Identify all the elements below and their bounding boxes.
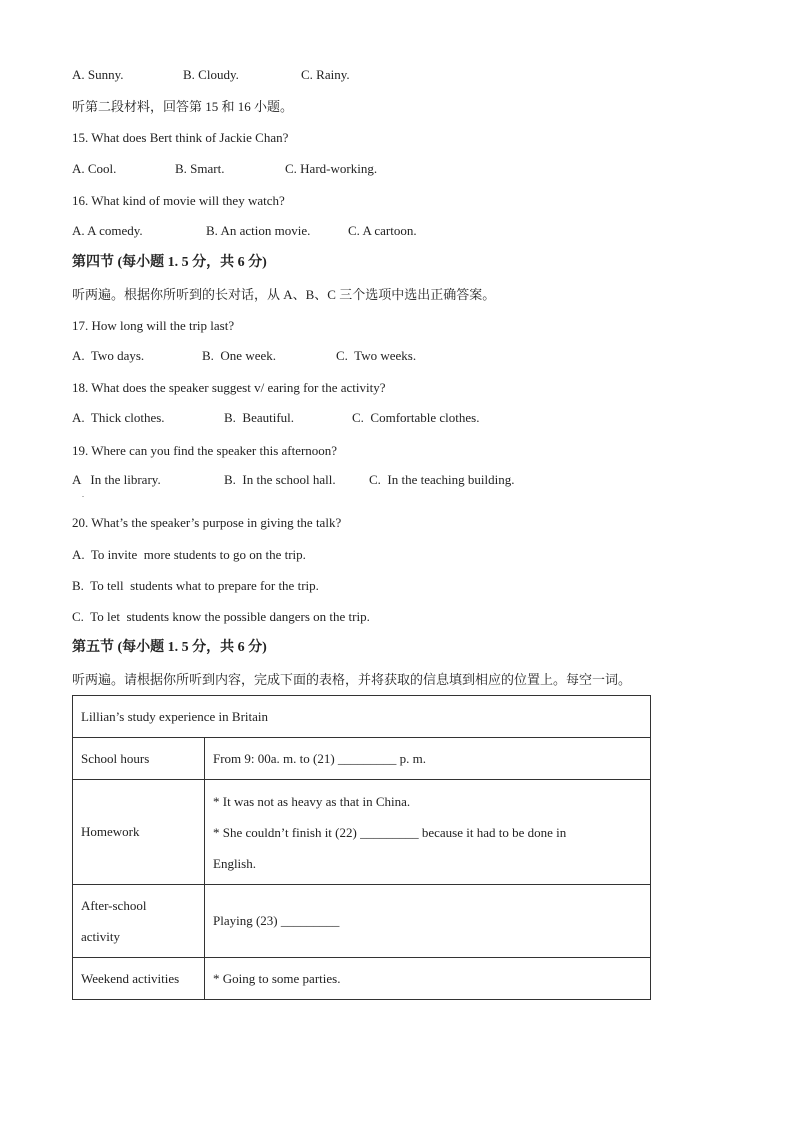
q17-question: 17. How long will the trip last? — [72, 318, 235, 333]
q19-option-b: B. In the school hall. — [224, 472, 336, 487]
table-row — [73, 885, 651, 958]
q20-option-c: C. To let students know the possible dangers on the trip. — [72, 609, 370, 624]
q17-option-a: A. Two days. — [72, 348, 145, 363]
q19-question: 19. Where can you find the speaker this afternoon? — [72, 443, 338, 458]
q16-option-c: C. A cartoon. — [348, 223, 417, 238]
q15-question: 15. What does Bert think of Jackie Chan? — [72, 130, 289, 145]
q17-option-b: B. One week. — [202, 348, 277, 363]
q19-option-c: C. In the teaching building. — [369, 472, 515, 487]
q16-option-a: A. A comedy. — [72, 223, 143, 238]
q14-option-b: B. Cloudy. — [183, 67, 239, 82]
q20-option-b: B. To tell students what to prepare for the trip. — [72, 578, 319, 593]
row-content-after-school: Playing (23) _________ — [205, 885, 651, 958]
section5-title: 第五节 (每小题 1. 5 分，共 6 分) — [72, 640, 267, 655]
q16-question: 16. What kind of movie will they watch? — [72, 193, 285, 208]
row-content-school-hours: From 9: 00a. m. to (21) _________ p. m. — [205, 738, 651, 780]
table-row — [73, 958, 651, 1000]
q17-option-c: C. Two weeks. — [336, 348, 417, 363]
q18-option-b: B. Beautiful. — [224, 410, 295, 425]
study-experience-table — [72, 695, 651, 1000]
row-label-weekend: Weekend activities — [73, 958, 205, 1000]
section4-instruction: 听两遍。根据你所听到的长对话，从 A、B、C 三个选项中选出正确答案。 — [72, 287, 496, 302]
q18-question: 18. What does the speaker suggest v/ earing for the activity? — [72, 380, 386, 395]
q15-option-a: A. Cool. — [72, 161, 117, 176]
after-school-label-line-1: After-school — [81, 898, 147, 913]
q15-option-b: B. Smart. — [175, 161, 225, 176]
q18-option-a: A. Thick clothes. — [72, 410, 165, 425]
row-label-school-hours: School hours — [73, 738, 205, 780]
section5-instruction: 听两遍。请根据你所听到内容，完成下面的表格，并将获取的信息填到相应的位置上。每空一词。 — [72, 672, 632, 687]
table-title: Lillian’s study experience in Britain — [73, 696, 651, 738]
q16-option-b: B. An action movie. — [206, 223, 311, 238]
q20-option-a: A. To invite more students to go on the trip. — [72, 547, 306, 562]
homework-line-2: * She couldn’t finish it (22) _________ because it had to be done in — [213, 824, 567, 840]
row-content-homework — [205, 780, 651, 885]
row-label-homework: Homework — [73, 780, 205, 885]
table-row — [73, 780, 651, 885]
table-row — [73, 738, 651, 780]
section4-title: 第四节 (每小题 1. 5 分，共 6 分) — [72, 255, 267, 270]
homework-line-3: English. — [213, 855, 256, 871]
q20-question: 20. What’s the speaker’s purpose in giving the talk? — [72, 515, 342, 530]
row-label-after-school — [73, 885, 205, 958]
row-content-weekend: * Going to some parties. — [205, 958, 651, 1000]
q14-option-a: A. Sunny. — [72, 67, 124, 82]
part2-instruction: 听第二段材料，回答第 15 和 16 小题。 — [72, 99, 294, 114]
table-title-row — [73, 696, 651, 738]
stray-mark: . — [82, 490, 84, 499]
q15-option-c: C. Hard-working. — [285, 161, 378, 176]
homework-line-1: * It was not as heavy as that in China. — [213, 793, 411, 809]
after-school-label-line-2: activity — [81, 929, 120, 944]
q19-option-a: A In the library. — [72, 472, 161, 487]
q18-option-c: C. Comfortable clothes. — [352, 410, 480, 425]
q14-option-c: C. Rainy. — [301, 67, 350, 82]
